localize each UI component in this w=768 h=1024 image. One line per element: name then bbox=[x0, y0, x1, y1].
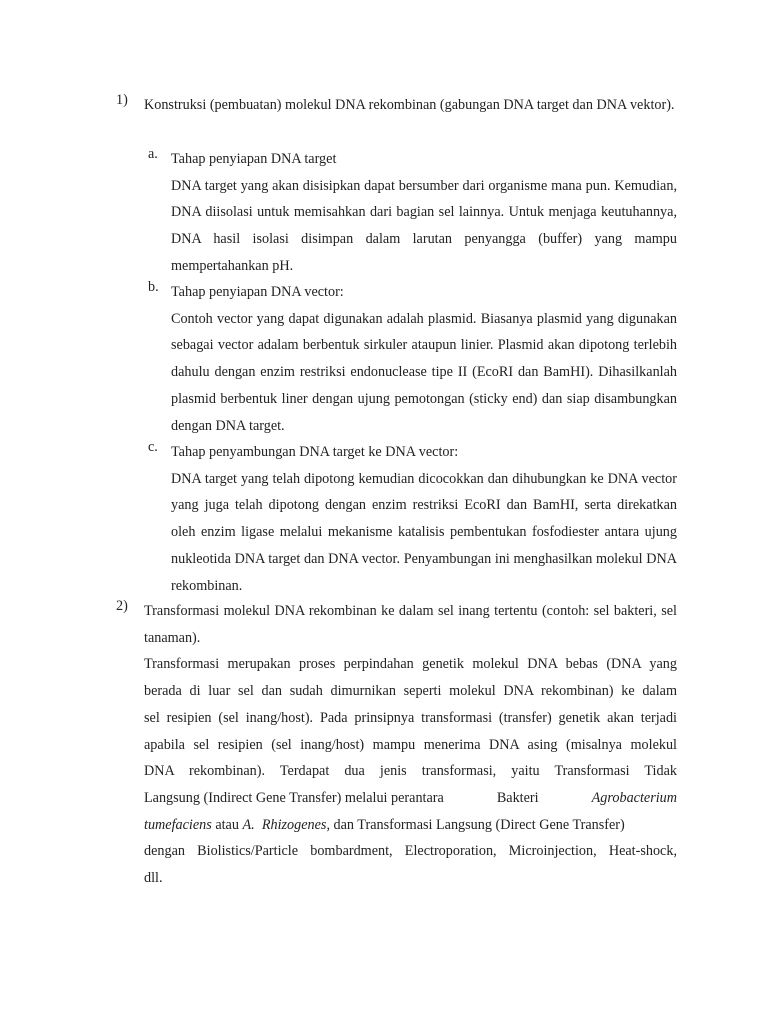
body-text: atau bbox=[215, 816, 239, 833]
subitem-c bbox=[148, 439, 677, 599]
subitem-b-title: Tahap penyiapan DNA vector: bbox=[171, 284, 344, 300]
body-text: Bakteri bbox=[496, 789, 539, 806]
species-name: Rhizogenes bbox=[261, 816, 327, 833]
subitem-c-title: Tahap penyambungan DNA target ke DNA vector: bbox=[171, 444, 459, 460]
item-2-body bbox=[144, 651, 677, 891]
subitem-b bbox=[148, 279, 677, 439]
subitem-a bbox=[148, 146, 677, 280]
subitem-letter: b. bbox=[148, 279, 159, 295]
body-line bbox=[144, 785, 677, 812]
body-line bbox=[144, 812, 677, 839]
subitem-c-body: DNA target yang telah dipotong kemudian dicocokkan dan dihubungkan ke DNA vector yang juga telah dipotong dengan enzim restriksi EcoRI dan BamHI, serta direkatkan oleh enzim ligase melalui mekanisme katalisis pembentukan fosfodiester antara ujung nukleotida DNA target dan DNA vector. Penyambungan ini menghasilkan molekul DNA rekombinan. bbox=[171, 470, 677, 594]
species-name: A. bbox=[242, 816, 255, 833]
body-line: DNA rekombinan). Terdapat dua jenis transformasi, yaitu Transformasi Tidak bbox=[144, 763, 677, 780]
list-number: 1) bbox=[116, 92, 128, 108]
body-line: dll. bbox=[144, 870, 163, 887]
body-line: sel resipien (sel inang/host). Pada prinsipnya transformasi (transfer) genetik akan terjadi bbox=[144, 709, 677, 726]
subitem-a-body: DNA target yang akan disisipkan dapat bersumber dari organisme mana pun. Kemudian, DNA diisolasi untuk memisahkan dari bagian sel lainnya. Untuk menjaga keutuhannya, DNA hasil isolasi disimpan dalam larutan penyangga (buffer) yang mampu mempertahankan pH. bbox=[171, 177, 677, 274]
species-name: Agrobacterium bbox=[591, 789, 677, 806]
list-number: 2) bbox=[116, 598, 128, 614]
body-line: berada di luar sel dan sudah dimurnikan seperti molekul DNA rekombinan) ke dalam bbox=[144, 683, 677, 700]
body-text: , dan Transformasi Langsung (Direct Gene Transfer) bbox=[326, 816, 625, 833]
subitem-letter: c. bbox=[148, 439, 158, 455]
body-text: Langsung (Indirect Gene Transfer) melalui perantara bbox=[144, 789, 444, 806]
list-item-1 bbox=[116, 92, 677, 119]
item-1-title: Konstruksi (pembuatan) molekul DNA rekombinan (gabungan DNA target dan DNA vektor). bbox=[144, 97, 675, 113]
body-line: Transformasi merupakan proses perpindahan genetik molekul DNA bebas (DNA yang bbox=[144, 656, 677, 673]
species-name: tumefaciens bbox=[144, 816, 212, 833]
body-text-group bbox=[144, 812, 625, 839]
subitem-letter: a. bbox=[148, 146, 158, 162]
list-item-2 bbox=[116, 598, 677, 892]
subitem-a-title: Tahap penyiapan DNA target bbox=[171, 151, 337, 167]
body-line: dengan Biolistics/Particle bombardment, Electroporation, Microinjection, Heat-shock, bbox=[144, 843, 677, 860]
subitem-b-body: Contoh vector yang dapat digunakan adalah plasmid. Biasanya plasmid yang digunakan sebagai vector adalam berbentuk sirkuler ataupun linier. Plasmid akan dipotong terlebih dahulu dengan enzim restriksi endonuclease tipe II (EcoRI dan BamHI). Dihasilkanlah plasmid berbentuk liner dengan ujung pemotongan (sticky end) dan siap disambungkan dengan DNA target. bbox=[171, 310, 677, 434]
item-2-title: Transformasi molekul DNA rekombinan ke dalam sel inang tertentu (contoh: sel bakteri, sel tanaman). bbox=[144, 603, 677, 646]
body-line: apabila sel resipien (sel inang/host) mampu menerima DNA asing (misalnya molekul bbox=[144, 736, 677, 753]
